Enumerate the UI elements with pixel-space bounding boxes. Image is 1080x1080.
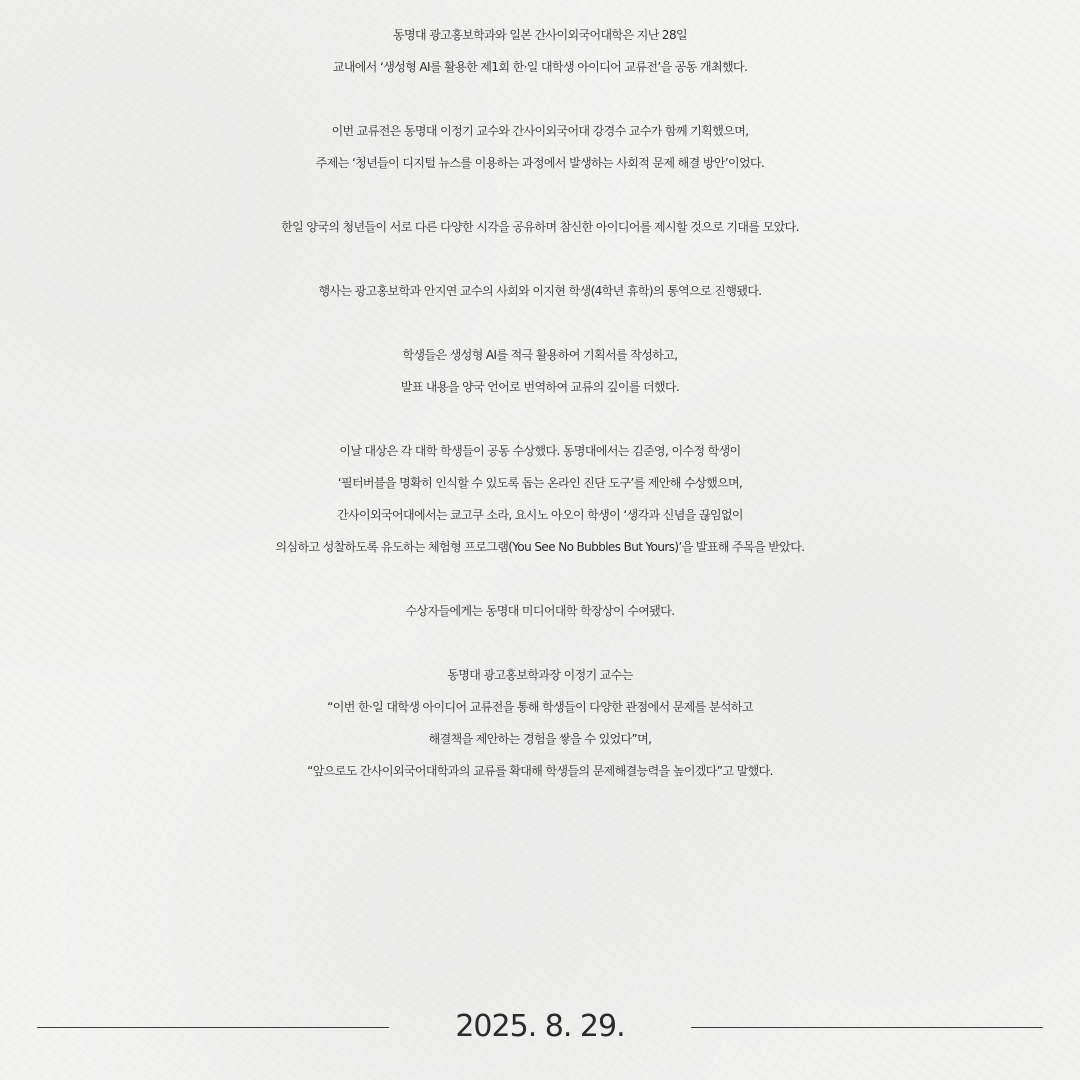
paragraph-event-intro <box>0 19 1080 83</box>
text-line: 주제는 ‘청년들이 디지털 뉴스를 이용하는 과정에서 발생하는 사회적 문제 해결 방안’이었다. <box>315 156 765 170</box>
text-line: 수상자들에게는 동명대 미디어대학 학장상이 수여됐다. <box>405 604 675 618</box>
paragraph-expectations <box>0 211 1080 243</box>
text-line: “앞으로도 간사이외국어대학과의 교류를 확대해 학생들의 문제해결능력을 높이겠다”고 말했다. <box>307 764 773 778</box>
text-line: 동명대 광고홍보학과와 일본 간사이외국어대학은 지난 28일 <box>393 28 687 42</box>
paragraph-organizers-topic <box>0 115 1080 179</box>
text-line: 간사이외국어대에서는 쿄고쿠 소라, 요시노 아오이 학생이 ‘생각과 신념을 끊임없이 <box>337 508 743 522</box>
paragraph-gap <box>0 243 1080 275</box>
footer <box>0 1004 1080 1050</box>
paragraph-gap <box>0 627 1080 659</box>
paragraph-host-interpreter <box>0 275 1080 307</box>
text-line: ‘필터버블을 명확히 인식할 수 있도록 돕는 온라인 진단 도구’를 제안해 수상했으며, <box>337 476 743 490</box>
text-line: 발표 내용을 양국 언어로 번역하여 교류의 깊이를 더했다. <box>400 380 680 394</box>
text-line: 이번 교류전은 동명대 이정기 교수와 간사이외국어대 강경수 교수가 함께 기획했으며, <box>331 124 749 138</box>
publish-date: 2025. 8. 29. <box>455 1009 625 1044</box>
text-line: 의심하고 성찰하도록 유도하는 체험형 프로그램(You See No Bubbles But Yours)’을 발표해 주목을 받았다. <box>275 540 805 554</box>
paragraph-awards <box>0 435 1080 563</box>
paragraph-gap <box>0 83 1080 115</box>
paragraph-gap <box>0 307 1080 339</box>
paragraph-dean-award <box>0 595 1080 627</box>
paragraph-gap <box>0 403 1080 435</box>
text-line: 이날 대상은 각 대학 학생들이 공동 수상했다. 동명대에서는 김준영, 이수정 학생이 <box>339 444 741 458</box>
text-line: 한일 양국의 청년들이 서로 다른 다양한 시각을 공유하며 참신한 아이디어를 제시할 것으로 기대를 모았다. <box>281 220 799 234</box>
paragraph-gap <box>0 563 1080 595</box>
article-body <box>0 19 1080 787</box>
paragraph-gap <box>0 179 1080 211</box>
text-line: 행사는 광고홍보학과 안지연 교수의 사회와 이지현 학생(4학년 휴학)의 통역으로 진행됐다. <box>318 284 762 298</box>
text-line: 해결책을 제안하는 경험을 쌓을 수 있었다”며, <box>428 732 652 746</box>
text-line: 학생들은 생성형 AI를 적극 활용하여 기획서를 작성하고, <box>402 348 678 362</box>
text-line: 동명대 광고홍보학과장 이정기 교수는 <box>447 668 633 682</box>
paragraph-professor-quote <box>0 659 1080 787</box>
text-line: “이번 한·일 대학생 아이디어 교류전을 통해 학생들이 다양한 관점에서 문제를 분석하고 <box>327 700 753 714</box>
text-line: 교내에서 ‘생성형 AI를 활용한 제1회 한·일 대학생 아이디어 교류전’을 공동 개최했다. <box>332 60 748 74</box>
paragraph-ai-usage <box>0 339 1080 403</box>
divider-right <box>691 1027 1043 1028</box>
